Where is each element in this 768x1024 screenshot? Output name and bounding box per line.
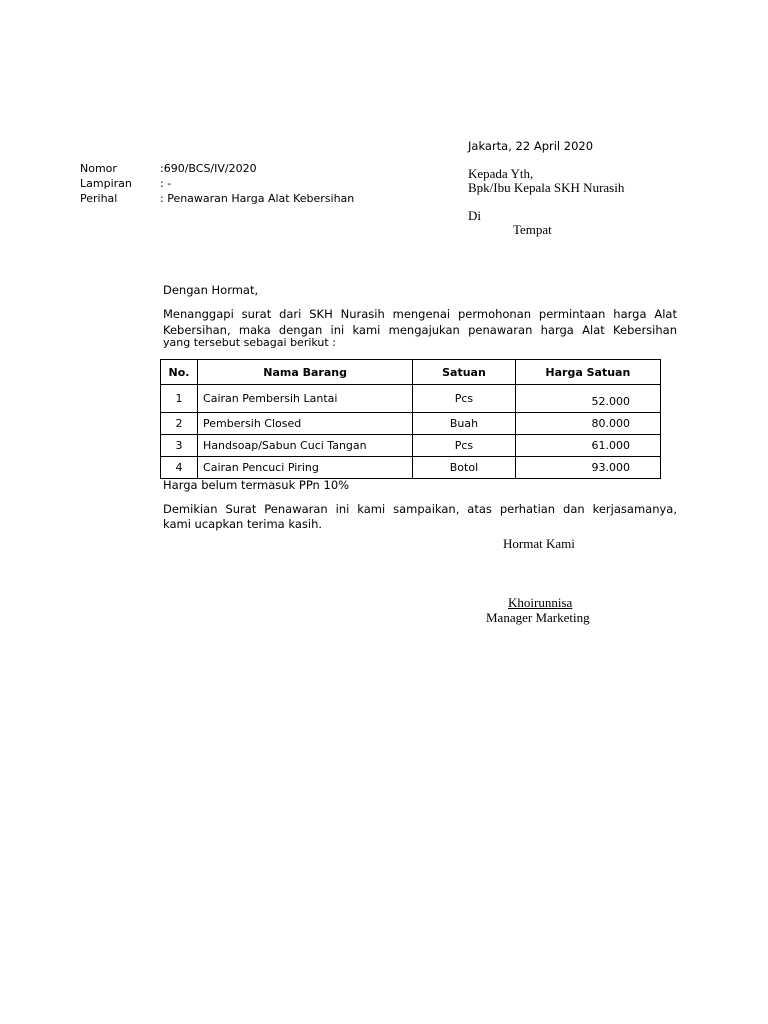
row-unit: Pcs [413, 435, 516, 457]
row-unit: Buah [413, 413, 516, 435]
signature-greeting: Hormat Kami [503, 536, 575, 551]
row-price: 93.000 [515, 457, 660, 479]
table-row [161, 457, 661, 479]
tax-note: Harga belum termasuk PPn 10% [163, 478, 350, 492]
closing-line-1: Demikian Surat Penawaran ini kami sampaikan, atas perhatian dan kerjasamanya, [163, 502, 677, 516]
row-name: Cairan Pencuci Piring [198, 457, 413, 479]
lampiran-label: Lampiran [80, 177, 132, 190]
row-no: 3 [161, 435, 198, 457]
intro-line-1: Menanggapi surat dari SKH Nurasih mengenai permohonan permintaan harga Alat [163, 307, 677, 321]
signatory-name: Khoirunnisa [508, 595, 573, 610]
table-header-row [161, 360, 661, 385]
row-name: Handsoap/Sabun Cuci Tangan [198, 435, 413, 457]
intro-line-3: yang tersebut sebagai berikut : [163, 336, 336, 349]
signatory-title: Manager Marketing [486, 610, 590, 625]
row-no: 1 [161, 385, 198, 413]
row-name: Pembersih Closed [198, 413, 413, 435]
row-name: Cairan Pembersih Lantai [198, 385, 413, 413]
recipient-name: Bpk/Ibu Kepala SKH Nurasih [468, 180, 625, 195]
nomor-value: :690/BCS/IV/2020 [160, 162, 257, 175]
row-price: 52.000 [515, 385, 660, 413]
table-row [161, 435, 661, 457]
perihal-label: Perihal [80, 192, 118, 205]
intro-line-2: Kebersihan, maka dengan ini kami mengajukan penawaran harga Alat Kebersihan [163, 323, 677, 337]
recipient-di: Di [468, 208, 481, 223]
salutation: Dengan Hormat, [163, 283, 259, 297]
table-row [161, 385, 661, 413]
row-price: 80.000 [515, 413, 660, 435]
table-row [161, 413, 661, 435]
row-no: 2 [161, 413, 198, 435]
header-price: Harga Satuan [515, 360, 660, 385]
letter-date: Jakarta, 22 April 2020 [468, 139, 594, 153]
recipient-place: Tempat [513, 222, 552, 237]
price-table [160, 359, 661, 479]
row-unit: Botol [413, 457, 516, 479]
header-unit: Satuan [413, 360, 516, 385]
recipient-greeting: Kepada Yth, [468, 166, 534, 181]
row-unit: Pcs [413, 385, 516, 413]
closing-line-2: kami ucapkan terima kasih. [163, 517, 323, 531]
row-no: 4 [161, 457, 198, 479]
header-name: Nama Barang [198, 360, 413, 385]
nomor-label: Nomor [80, 162, 117, 175]
perihal-value: : Penawaran Harga Alat Kebersihan [160, 192, 355, 205]
lampiran-value: : - [160, 177, 172, 190]
row-price: 61.000 [515, 435, 660, 457]
header-no: No. [161, 360, 198, 385]
